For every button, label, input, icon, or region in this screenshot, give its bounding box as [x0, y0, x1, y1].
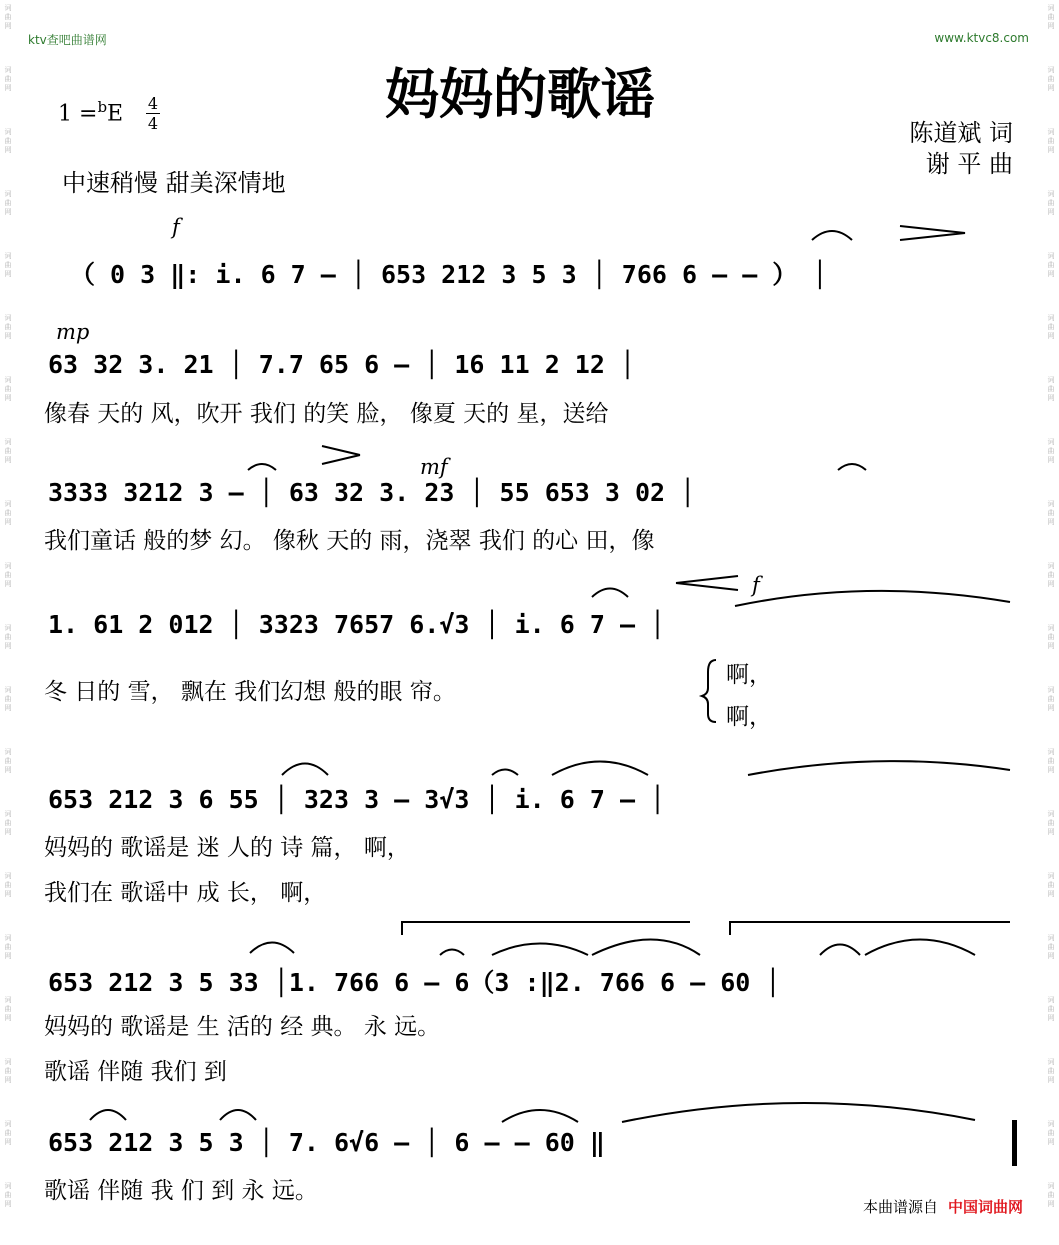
side-watermark-text: 词 曲 网	[4, 562, 12, 588]
side-watermark-text: 词 曲 网	[1047, 562, 1055, 588]
side-watermark-text: 词 曲 网	[1047, 810, 1055, 836]
tempo-marking: 中速稍慢 甜美深情地	[62, 169, 286, 197]
side-watermark-text: 词 曲 网	[1047, 66, 1055, 92]
side-watermark-text: 词 曲 网	[1047, 1058, 1055, 1084]
tie	[735, 591, 1010, 606]
watermark-left: ktv查吧曲谱网	[28, 33, 107, 47]
side-watermark-text: 词 曲 网	[4, 934, 12, 960]
side-watermark-text: 词 曲 网	[4, 4, 12, 30]
source-attribution	[863, 1196, 1023, 1217]
slur	[492, 770, 518, 776]
slur	[622, 1103, 975, 1122]
side-watermark-text: 词 曲 网	[4, 376, 12, 402]
slur	[748, 761, 1010, 775]
notation-row-4: 1. 61 2 012 │ 3323 7657 6.√3 │ i. 6 7 – │	[48, 610, 666, 639]
slur	[502, 1110, 578, 1122]
side-watermark-text: 词 曲 网	[4, 500, 12, 526]
side-watermark-text: 词 曲 网	[1047, 4, 1055, 30]
lyrics-row-3: 我们童话 般的梦 幻。 像秋 天的 雨，浇翠 我们 的心 田，像	[44, 528, 655, 554]
side-watermark-text: 词 曲 网	[1047, 500, 1055, 526]
lyrics-row-6-verse2: 歌谣 伴随 我们 到	[44, 1059, 227, 1085]
side-watermark-text: 词 曲 网	[1047, 190, 1055, 216]
time-sig-bottom: 4	[147, 114, 159, 133]
slur	[492, 944, 588, 956]
flat-sign: b	[97, 98, 108, 116]
lyrics-row-2: 像春 天的 风，吹开 我们 的笑 脸， 像夏 天的 星，送给	[44, 401, 609, 427]
brace	[702, 660, 716, 722]
slur	[250, 943, 294, 954]
side-watermark-text: 词 曲 网	[4, 438, 12, 464]
watermark-right: www.ktvc8.com	[934, 31, 1029, 45]
side-watermark-text: 词 曲 网	[1047, 252, 1055, 278]
notation-row-7: 653 212 3 5 3 │ 7. 6√6 – │ 6 – – 60 ‖	[48, 1128, 605, 1157]
slur	[865, 940, 975, 956]
lyricist: 陈道斌 词	[909, 119, 1013, 147]
side-watermark-text: 词 曲 网	[1047, 624, 1055, 650]
accent-mark	[900, 226, 965, 240]
side-watermark-text: 词 曲 网	[4, 314, 12, 340]
lyrics-row-5-verse2: 我们在 歌谣中 成 长， 啊，	[44, 880, 327, 906]
key-prefix: 1 =	[58, 101, 98, 127]
notation-row-1: （ 0 3 ‖: i. 6 7 – │ 653 212 3 5 3 │ 766 6 – – ） │	[70, 260, 828, 289]
key-note: E	[107, 101, 124, 127]
side-watermark-text: 词 曲 网	[4, 128, 12, 154]
dynamic-f-2: f	[752, 573, 760, 597]
dynamic-mf: mf	[420, 455, 448, 479]
side-watermark-text: 词 曲 网	[1047, 1120, 1055, 1146]
slur	[248, 464, 276, 470]
lyrics-row-6-verse1: 妈妈的 歌谣是 生 活的 经 典。 永 远。	[44, 1014, 441, 1040]
source-brand[interactable]: 中国词曲网	[947, 1198, 1023, 1216]
side-watermark-text: 词 曲 网	[1047, 996, 1055, 1022]
lyrics-row-7: 歌谣 伴随 我 们 到 永 远。	[44, 1178, 318, 1204]
slur	[812, 231, 852, 240]
lyrics-row-5-verse1: 妈妈的 歌谣是 迷 人的 诗 篇， 啊，	[44, 835, 410, 861]
song-title: 妈妈的歌谣	[385, 62, 655, 126]
side-watermark-text: 词 曲 网	[4, 252, 12, 278]
side-watermark-text: 词 曲 网	[4, 1120, 12, 1146]
side-watermark-text: 词 曲 网	[4, 1182, 12, 1208]
side-watermark-text: 词 曲 网	[1047, 748, 1055, 774]
side-watermark-text: 词 曲 网	[4, 810, 12, 836]
notation-row-2: 63 32 3. 21 │ 7.7 65 6 – │ 16 11 2 12 │	[48, 350, 635, 379]
side-watermark-text: 词 曲 网	[4, 996, 12, 1022]
lyrics-row-4-verse2: 啊，	[726, 704, 772, 730]
side-watermark-text: 词 曲 网	[1047, 438, 1055, 464]
dynamic-mp: mp	[56, 320, 90, 344]
slur	[592, 589, 628, 598]
side-watermark-text: 词 曲 网	[4, 66, 12, 92]
side-watermark-text: 词 曲 网	[4, 624, 12, 650]
slur	[282, 764, 328, 776]
crescendo-hairpin	[322, 446, 360, 464]
slur	[592, 940, 700, 956]
side-watermark-text: 词 曲 网	[1047, 872, 1055, 898]
slur	[90, 1110, 126, 1120]
notation-row-6: 653 212 3 5 33 │1. 766 6 – 6（3 :‖2. 766 6 – 60 │	[48, 968, 781, 997]
side-watermark-text: 词 曲 网	[4, 1058, 12, 1084]
dynamic-f-1: f	[172, 215, 180, 239]
side-watermark-text: 词 曲 网	[4, 872, 12, 898]
lyrics-row-4-verse1: 啊，	[726, 662, 772, 688]
notation-row-3: 3333 3212 3 – │ 63 32 3. 23 │ 55 653 3 02 │	[48, 478, 696, 507]
side-watermark-text: 词 曲 网	[4, 190, 12, 216]
final-barline	[1012, 1120, 1017, 1166]
side-watermark-text: 词 曲 网	[1047, 314, 1055, 340]
side-watermark-text: 词 曲 网	[4, 686, 12, 712]
time-sig-top: 4	[147, 94, 159, 113]
volta-2	[730, 922, 1010, 935]
source-label: 本曲谱源自	[862, 1198, 938, 1216]
volta-1	[402, 922, 690, 935]
notation-row-5: 653 212 3 6 55 │ 323 3 – 3√3 │ i. 6 7 – │	[48, 785, 666, 814]
crescendo-hairpin	[676, 576, 738, 590]
side-watermark-text: 词 曲 网	[1047, 1182, 1055, 1208]
slur	[440, 950, 464, 956]
slur	[838, 464, 866, 470]
side-watermark-text: 词 曲 网	[1047, 376, 1055, 402]
slur	[552, 762, 648, 776]
slur	[820, 945, 860, 956]
side-watermark-text: 词 曲 网	[1047, 686, 1055, 712]
side-watermark-text: 词 曲 网	[1047, 128, 1055, 154]
side-watermark-text: 词 曲 网	[1047, 934, 1055, 960]
lyrics-row-4: 冬 日的 雪， 飘在 我们幻想 般的眼 帘。	[44, 679, 456, 705]
side-watermark-text: 词 曲 网	[4, 748, 12, 774]
slur	[220, 1110, 256, 1120]
composer: 谢 平 曲	[925, 150, 1013, 178]
